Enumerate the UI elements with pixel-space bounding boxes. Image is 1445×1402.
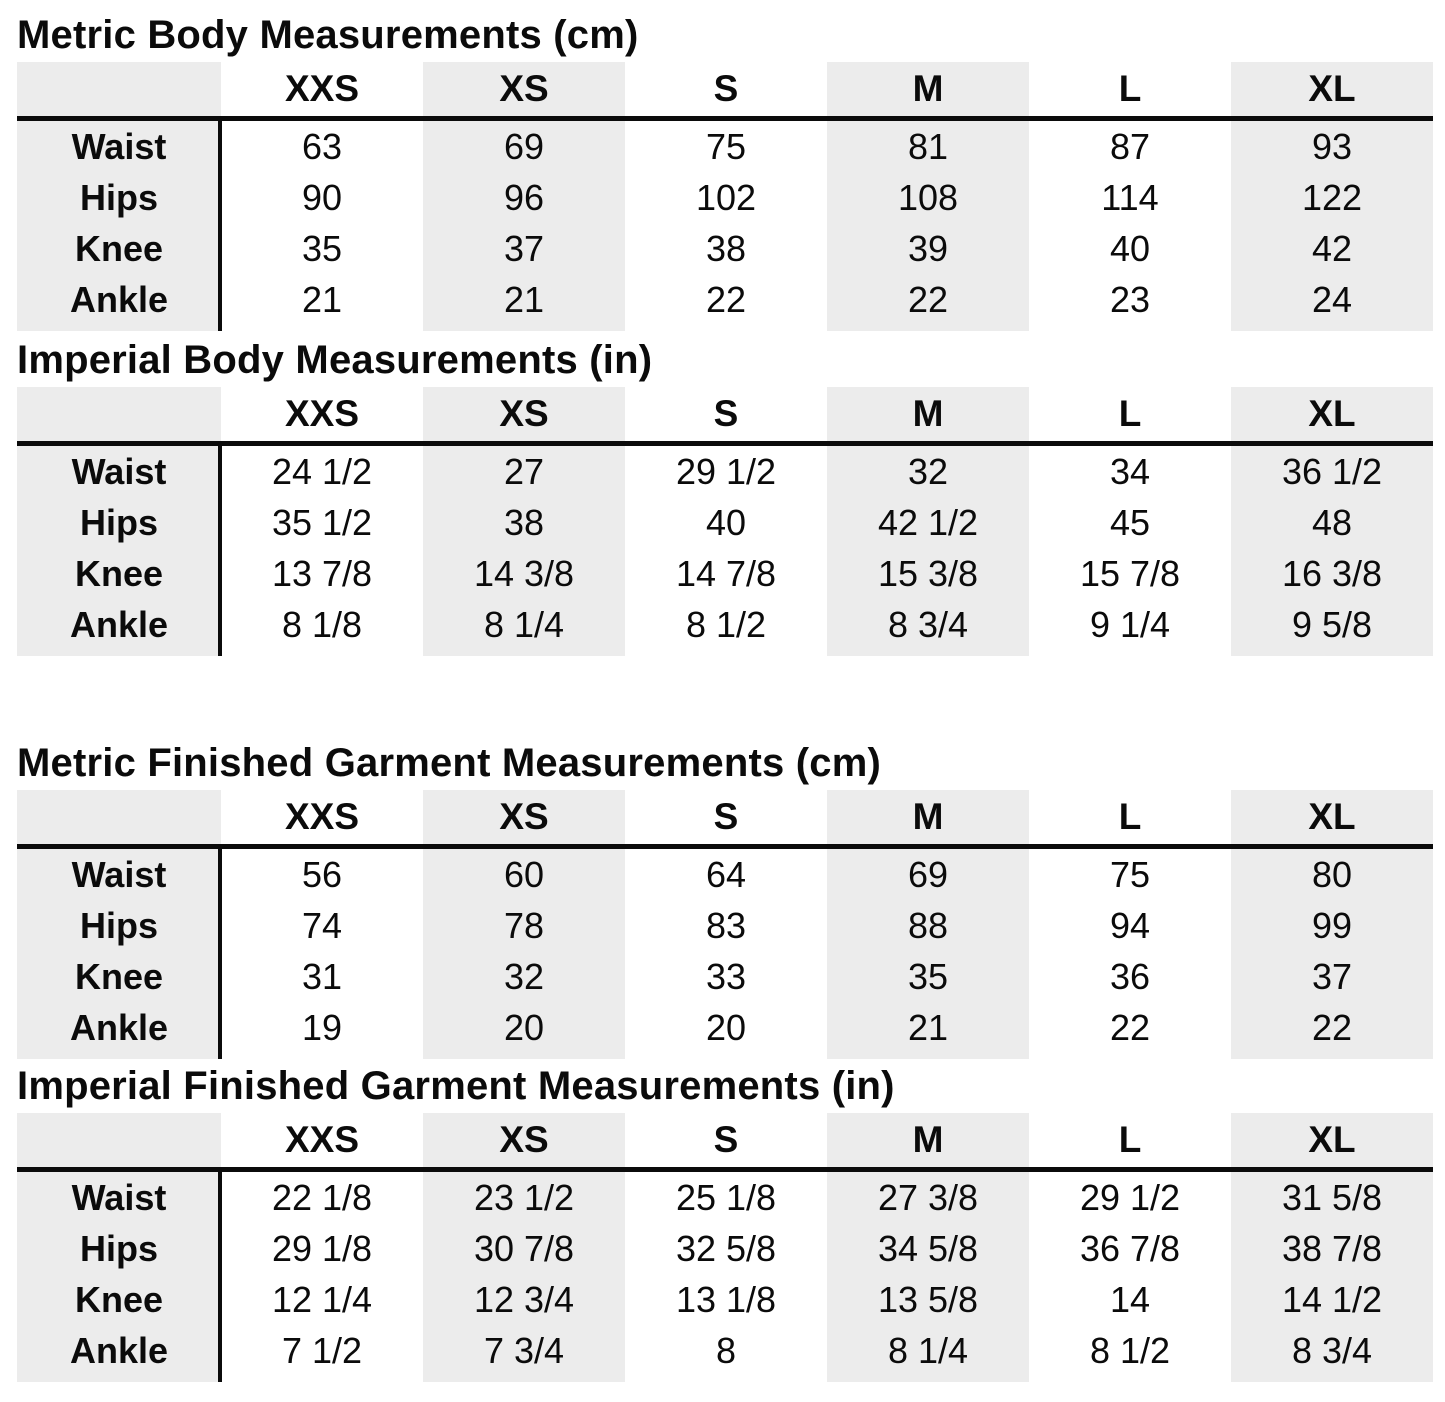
table-bottom-pad <box>1231 325 1433 331</box>
measurement-cell: 35 1/2 <box>271 501 373 543</box>
measurement-cell: 9 5/8 <box>1231 599 1433 650</box>
table-title-metric-body: Metric Body Measurements (cm) <box>17 13 639 57</box>
measurement-cell: 37 <box>423 223 625 274</box>
measurement-cell: 15 3/8 <box>827 548 1029 599</box>
measurement-cell: 25 1/8 <box>675 1176 777 1218</box>
size-col-header: XS <box>423 62 625 116</box>
measurement-cell: 8 1/2 <box>1089 1329 1171 1371</box>
measurement-cell: 36 1/2 <box>1231 446 1433 497</box>
table-bottom-pad <box>17 1053 221 1059</box>
label-column-divider <box>218 844 222 1059</box>
table-bottom-pad <box>221 1053 423 1059</box>
measurement-cell: 42 <box>1231 223 1433 274</box>
measurement-cell: 69 <box>423 121 625 172</box>
measurement-cell: 94 <box>1109 904 1151 946</box>
measurement-cell: 29 1/8 <box>271 1227 373 1269</box>
row-label: Knee <box>17 223 221 274</box>
size-col-header: XXS <box>284 1119 360 1160</box>
size-col-header: XXS <box>284 68 360 109</box>
measurement-cell: 23 1/2 <box>423 1172 625 1223</box>
size-col-header: M <box>827 62 1029 116</box>
table-bottom-pad <box>423 325 625 331</box>
measurement-cell: 22 1/8 <box>271 1176 373 1218</box>
size-col-header: L <box>1118 68 1142 109</box>
measurement-cell: 30 7/8 <box>423 1223 625 1274</box>
measurement-cell: 39 <box>827 223 1029 274</box>
measurement-cell: 122 <box>1231 172 1433 223</box>
table-bottom-pad <box>1231 650 1433 656</box>
measurement-cell: 38 <box>705 227 747 269</box>
measurement-cell: 33 <box>705 955 747 997</box>
measurement-cell: 80 <box>1231 849 1433 900</box>
measurement-cell: 7 1/2 <box>281 1329 363 1371</box>
measurement-cell: 14 <box>1109 1278 1151 1320</box>
measurement-cell: 15 7/8 <box>1079 552 1181 594</box>
measurement-cell: 78 <box>423 900 625 951</box>
row-label: Hips <box>17 1223 221 1274</box>
label-column-divider <box>218 116 222 331</box>
measurement-cell: 16 3/8 <box>1231 548 1433 599</box>
measurement-cell: 38 7/8 <box>1231 1223 1433 1274</box>
measurement-cell: 35 <box>827 951 1029 1002</box>
row-label: Waist <box>17 446 221 497</box>
measurement-cell: 42 1/2 <box>827 497 1029 548</box>
measurement-cell: 83 <box>705 904 747 946</box>
measurement-cell: 93 <box>1231 121 1433 172</box>
table-bottom-pad <box>625 1376 827 1382</box>
measurement-cell: 8 1/8 <box>281 603 363 645</box>
metric-body-measurements-table <box>17 62 1433 331</box>
row-label: Hips <box>17 900 221 951</box>
row-label: Ankle <box>17 1002 221 1053</box>
measurement-cell: 88 <box>827 900 1029 951</box>
size-col-header: XS <box>423 387 625 441</box>
table-bottom-pad <box>423 1053 625 1059</box>
table-bottom-pad <box>625 650 827 656</box>
table-bottom-pad <box>17 1376 221 1382</box>
measurement-cell: 8 <box>715 1329 737 1371</box>
measurement-cell: 22 <box>827 274 1029 325</box>
size-col-header: S <box>713 393 739 434</box>
table-title-metric-finished-garment: Metric Finished Garment Measurements (cm) <box>17 741 881 785</box>
measurement-cell: 102 <box>695 176 757 218</box>
measurement-cell: 14 7/8 <box>675 552 777 594</box>
measurement-cell: 63 <box>301 125 343 167</box>
section-imperial-body <box>17 337 1445 656</box>
measurement-cell: 56 <box>301 853 343 895</box>
table-bottom-pad <box>221 1376 423 1382</box>
measurement-cell: 24 <box>1231 274 1433 325</box>
measurement-cell: 38 <box>423 497 625 548</box>
metric-finished-garment-measurements-table <box>17 790 1433 1059</box>
measurement-cell: 23 <box>1109 278 1151 320</box>
size-col-header: XL <box>1231 790 1433 844</box>
size-col-header: XS <box>423 790 625 844</box>
corner-cell <box>17 62 221 116</box>
table-bottom-pad <box>1029 325 1231 331</box>
measurement-cell: 22 <box>705 278 747 320</box>
measurement-cell: 31 5/8 <box>1231 1172 1433 1223</box>
measurement-cell: 108 <box>827 172 1029 223</box>
table-bottom-pad <box>17 325 221 331</box>
table-bottom-pad <box>827 650 1029 656</box>
section-metric-finished-garment <box>17 740 1445 1059</box>
measurement-cell: 96 <box>423 172 625 223</box>
table-bottom-pad <box>423 1376 625 1382</box>
row-label: Waist <box>17 1172 221 1223</box>
measurement-cell: 32 5/8 <box>675 1227 777 1269</box>
measurement-cell: 69 <box>827 849 1029 900</box>
measurement-cell: 8 1/4 <box>423 599 625 650</box>
size-col-header: L <box>1118 393 1142 434</box>
measurement-cell: 19 <box>301 1006 343 1048</box>
label-column-divider <box>218 1167 222 1382</box>
size-col-header: XL <box>1231 62 1433 116</box>
measurement-cell: 40 <box>1109 227 1151 269</box>
measurement-cell: 74 <box>301 904 343 946</box>
row-label: Ankle <box>17 1325 221 1376</box>
corner-cell <box>17 790 221 844</box>
measurement-cell: 21 <box>423 274 625 325</box>
measurement-cell: 81 <box>827 121 1029 172</box>
measurement-cell: 20 <box>705 1006 747 1048</box>
measurement-cell: 27 <box>423 446 625 497</box>
measurement-cell: 90 <box>301 176 343 218</box>
measurement-cell: 9 1/4 <box>1089 603 1171 645</box>
measurement-cell: 75 <box>705 125 747 167</box>
table-bottom-pad <box>827 325 1029 331</box>
row-label: Hips <box>17 497 221 548</box>
table-bottom-pad <box>827 1376 1029 1382</box>
measurement-cell: 24 1/2 <box>271 450 373 492</box>
measurement-cell: 40 <box>705 501 747 543</box>
measurement-cell: 36 <box>1109 955 1151 997</box>
measurement-cell: 48 <box>1231 497 1433 548</box>
imperial-finished-garment-measurements-table <box>17 1113 1433 1382</box>
measurement-cell: 22 <box>1231 1002 1433 1053</box>
measurement-cell: 21 <box>301 278 343 320</box>
corner-cell <box>17 387 221 441</box>
measurement-cell: 21 <box>827 1002 1029 1053</box>
measurement-cell: 34 <box>1109 450 1151 492</box>
measurement-cell: 29 1/2 <box>1079 1176 1181 1218</box>
table-bottom-pad <box>1231 1376 1433 1382</box>
measurement-cell: 13 1/8 <box>675 1278 777 1320</box>
table-bottom-pad <box>423 650 625 656</box>
measurement-cell: 22 <box>1109 1006 1151 1048</box>
size-col-header: XXS <box>284 393 360 434</box>
table-title-imperial-finished-garment: Imperial Finished Garment Measurements (in) <box>17 1064 895 1108</box>
size-col-header: L <box>1118 1119 1142 1160</box>
label-column-divider <box>218 441 222 656</box>
measurement-cell: 31 <box>301 955 343 997</box>
measurement-cell: 87 <box>1109 125 1151 167</box>
measurement-cell: 8 1/2 <box>685 603 767 645</box>
table-title-imperial-body: Imperial Body Measurements (in) <box>17 338 653 382</box>
measurement-cell: 13 7/8 <box>271 552 373 594</box>
row-label: Hips <box>17 172 221 223</box>
measurement-cell: 34 5/8 <box>827 1223 1029 1274</box>
size-col-header: XS <box>423 1113 625 1167</box>
row-label: Knee <box>17 1274 221 1325</box>
measurement-cell: 14 3/8 <box>423 548 625 599</box>
measurement-cell: 12 1/4 <box>271 1278 373 1320</box>
table-bottom-pad <box>625 1053 827 1059</box>
measurement-cell: 14 1/2 <box>1231 1274 1433 1325</box>
measurement-cell: 36 7/8 <box>1079 1227 1181 1269</box>
size-col-header: XXS <box>284 796 360 837</box>
measurement-cell: 8 3/4 <box>827 599 1029 650</box>
measurement-cell: 8 1/4 <box>827 1325 1029 1376</box>
table-bottom-pad <box>1231 1053 1433 1059</box>
row-label: Waist <box>17 121 221 172</box>
row-label: Waist <box>17 849 221 900</box>
measurement-cell: 12 3/4 <box>423 1274 625 1325</box>
size-col-header: S <box>713 796 739 837</box>
measurement-cell: 8 3/4 <box>1231 1325 1433 1376</box>
table-bottom-pad <box>625 325 827 331</box>
row-label: Ankle <box>17 274 221 325</box>
size-col-header: M <box>827 1113 1029 1167</box>
measurement-cell: 35 <box>301 227 343 269</box>
size-col-header: L <box>1118 796 1142 837</box>
imperial-body-measurements-table <box>17 387 1433 656</box>
section-imperial-finished-garment <box>17 1063 1445 1382</box>
row-label: Knee <box>17 951 221 1002</box>
table-bottom-pad <box>1029 1376 1231 1382</box>
corner-cell <box>17 1113 221 1167</box>
measurement-cell: 114 <box>1101 176 1159 218</box>
measurement-cell: 7 3/4 <box>423 1325 625 1376</box>
section-metric-body <box>17 12 1445 331</box>
measurement-cell: 32 <box>423 951 625 1002</box>
size-col-header: XL <box>1231 387 1433 441</box>
measurement-cell: 32 <box>827 446 1029 497</box>
size-col-header: S <box>713 68 739 109</box>
size-col-header: S <box>713 1119 739 1160</box>
table-bottom-pad <box>1029 650 1231 656</box>
row-label: Knee <box>17 548 221 599</box>
size-col-header: XL <box>1231 1113 1433 1167</box>
measurement-cell: 64 <box>705 853 747 895</box>
table-bottom-pad <box>17 650 221 656</box>
measurement-cell: 75 <box>1109 853 1151 895</box>
table-bottom-pad <box>221 650 423 656</box>
measurement-cell: 20 <box>423 1002 625 1053</box>
measurement-cell: 29 1/2 <box>675 450 777 492</box>
row-label: Ankle <box>17 599 221 650</box>
measurement-cell: 99 <box>1231 900 1433 951</box>
measurement-cell: 37 <box>1231 951 1433 1002</box>
measurement-cell: 13 5/8 <box>827 1274 1029 1325</box>
table-bottom-pad <box>827 1053 1029 1059</box>
measurement-cell: 45 <box>1109 501 1151 543</box>
measurement-cell: 27 3/8 <box>827 1172 1029 1223</box>
size-col-header: M <box>827 790 1029 844</box>
table-bottom-pad <box>1029 1053 1231 1059</box>
size-col-header: M <box>827 387 1029 441</box>
table-bottom-pad <box>221 325 423 331</box>
measurement-cell: 60 <box>423 849 625 900</box>
